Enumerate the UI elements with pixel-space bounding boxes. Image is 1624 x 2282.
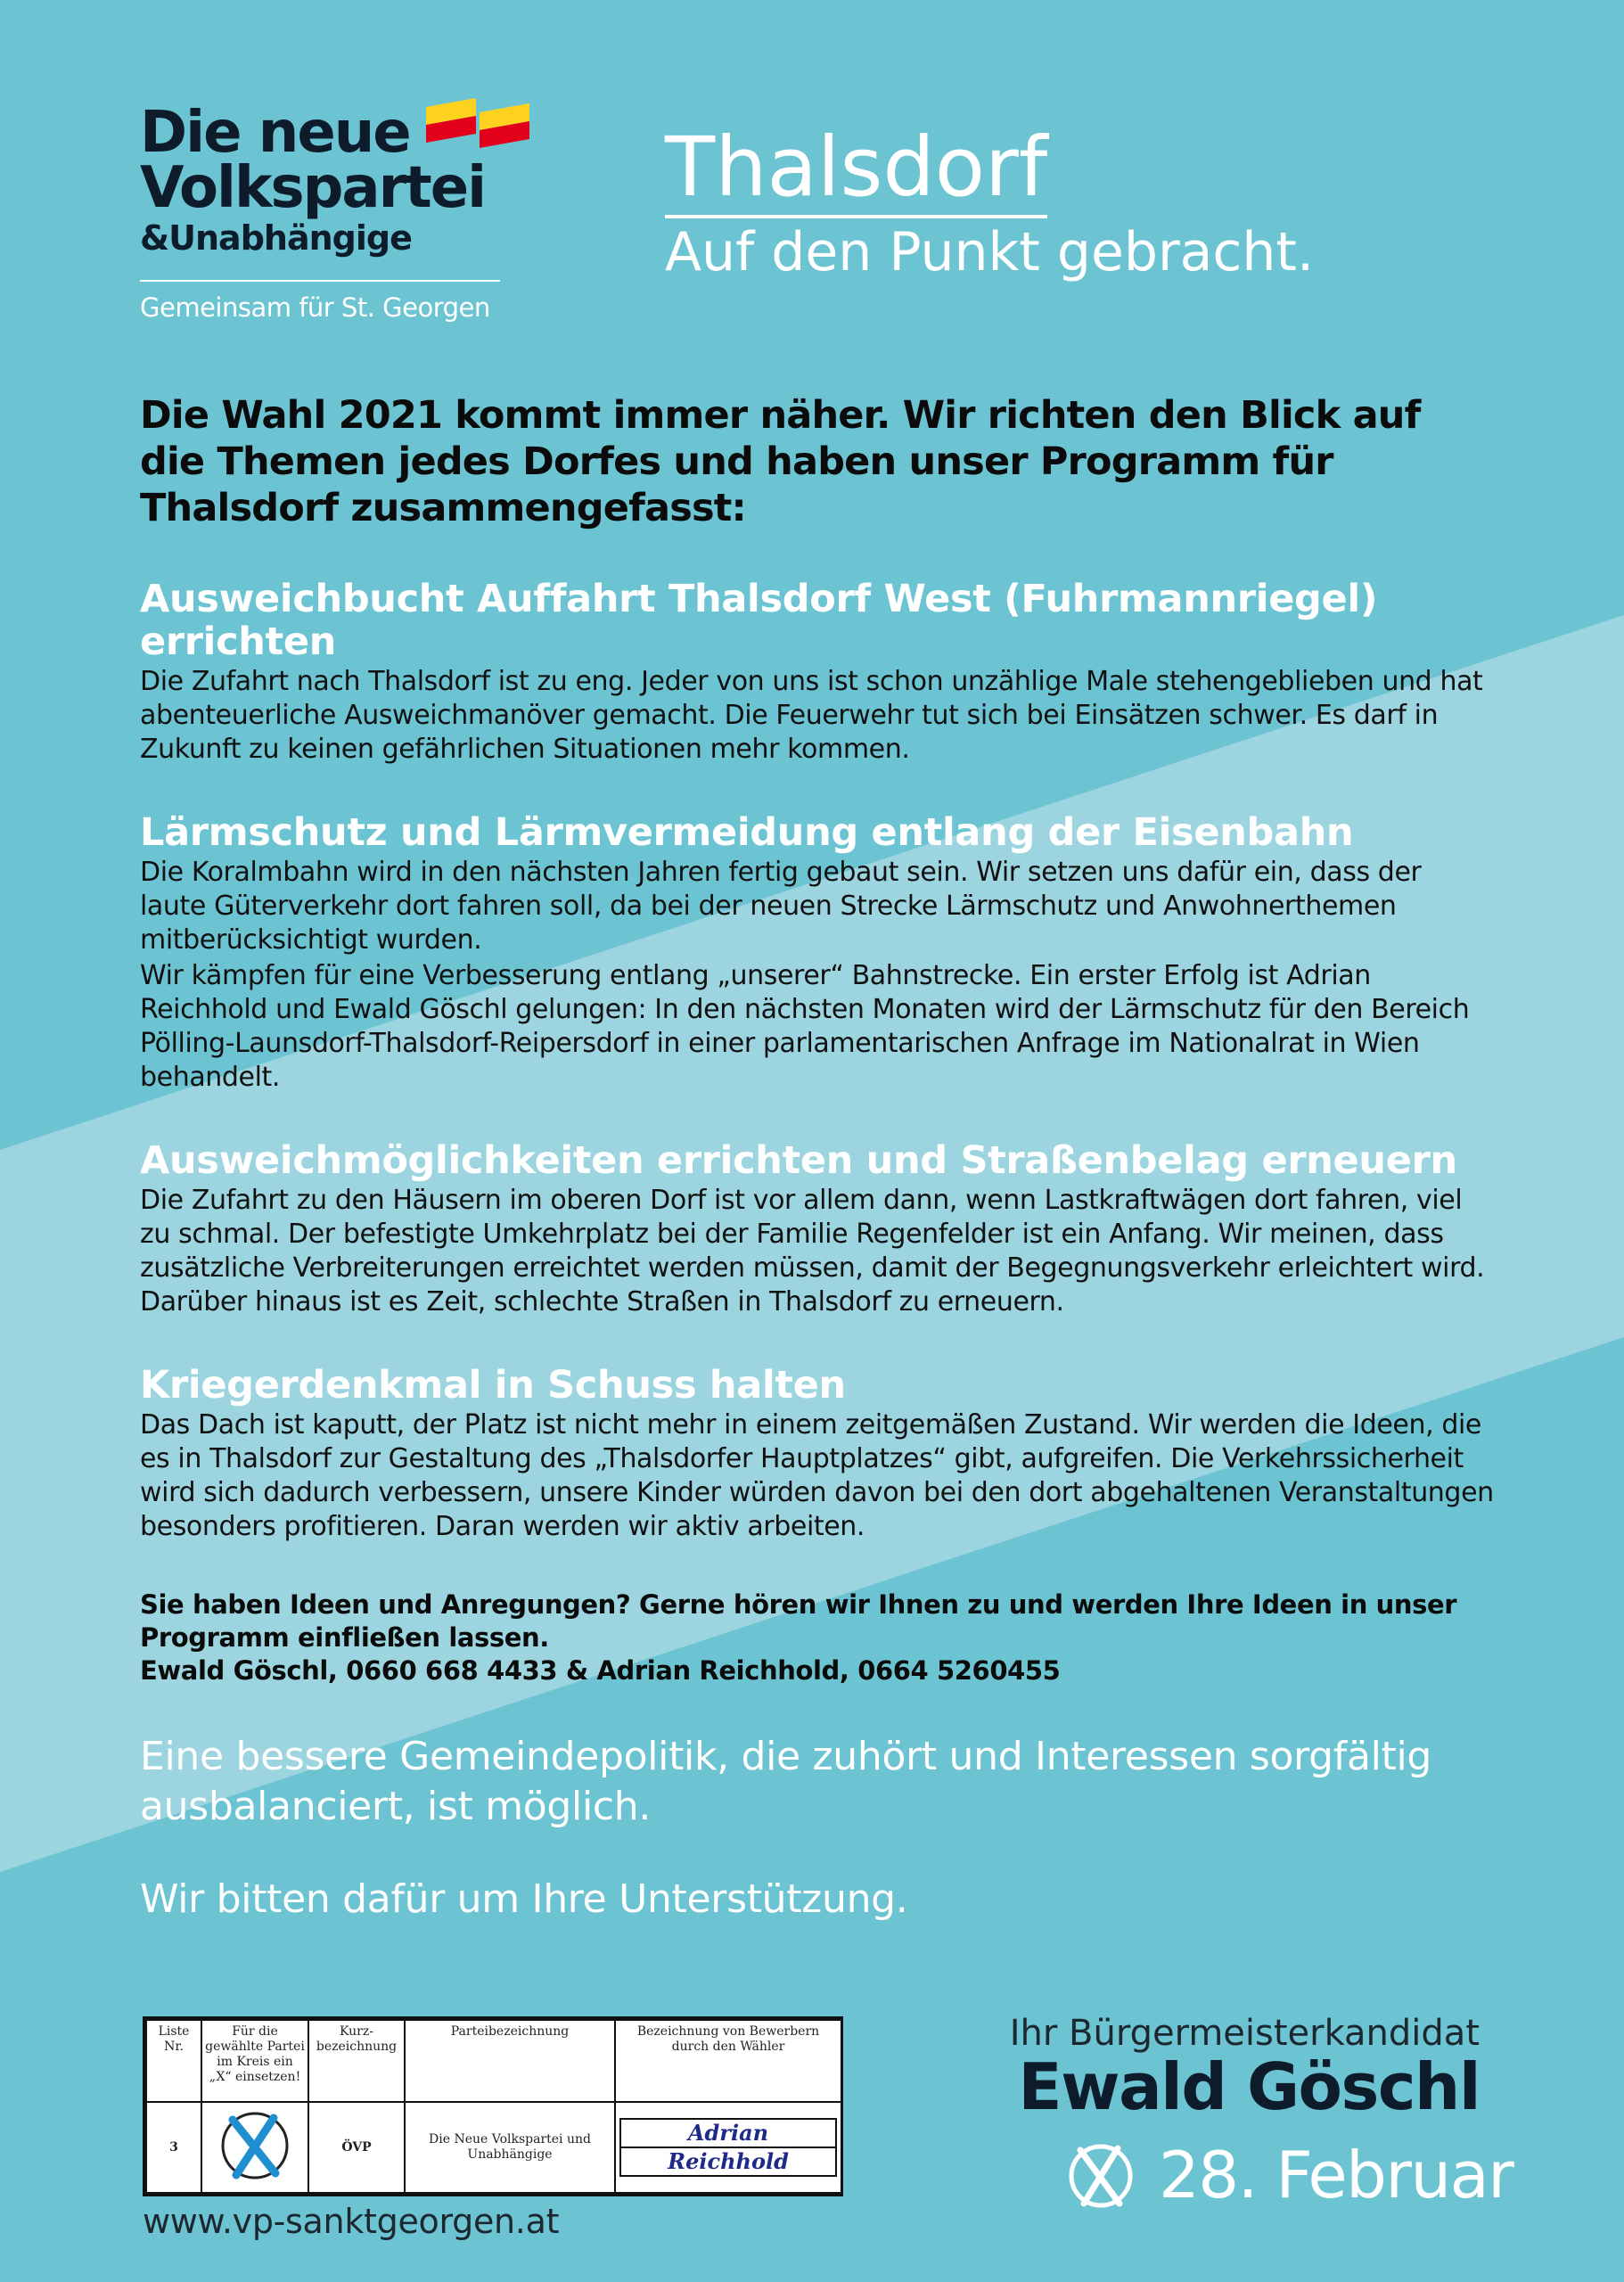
ballot-header-short-name: Kurz-bezeichnung — [308, 2020, 405, 2102]
main-content — [140, 392, 1495, 1967]
section-paragraph: Wir kämpfen für eine Verbesserung entlang „unserer“ Bahnstrecke. Ein erster Erfolg ist Adrian Reichhold und Ewald Göschl gelungen: In den nächsten Monaten wird der Lärmschutz für den Bereich Pölling-Launsdorf-Thalsdorf-Reipersdorf in einer parlamentarischen Anfrage im Nationalrat in Wien behandelt. — [140, 960, 1470, 1093]
ballot-header-list-no: Liste Nr. — [146, 2020, 201, 2102]
logo-line-3: &Unabhängige — [140, 218, 412, 258]
section-heading: Kriegerdenkmal in Schuss halten — [140, 1363, 846, 1408]
ballot-header-row — [146, 2020, 841, 2102]
closing-statement: Eine bessere Gemeindepolitik, die zuhört und Interessen sorgfältig ausbalanciert, ist möglich. — [140, 1734, 1432, 1829]
ballot-candidate-last-name: Reichhold — [619, 2148, 837, 2177]
ballot-cross-icon — [1066, 2141, 1136, 2211]
ballot-candidate-first-name: Adrian — [619, 2118, 837, 2148]
section-strassenbelag — [140, 1139, 1495, 1319]
candidate-name: Ewald Göschl — [1018, 2049, 1480, 2124]
logo-line-1: Die neue — [140, 100, 410, 166]
ballot-candidate-cell — [615, 2102, 841, 2193]
page-title: Thalsdorf — [665, 123, 1047, 212]
ballot-header-candidate: Bezeichnung von Bewerbern durch den Wähler — [615, 2020, 841, 2102]
ballot-list-number: 3 — [146, 2102, 201, 2193]
website-link[interactable]: www.vp-sanktgeorgen.at — [143, 2202, 560, 2241]
ballot-short-name: ÖVP — [308, 2102, 405, 2193]
section-kriegerdenkmal — [140, 1364, 1495, 1544]
section-paragraph: Die Koralmbahn wird in den nächsten Jahren fertig gebaut sein. Wir setzen uns dafür ein, dass der laute Güterverkehr dort fahren soll, da bei der neuen Strecke Lärmschutz und Anwohnerthemen mitberücksichtigt wurden. — [140, 857, 1422, 956]
ballot-table — [145, 2019, 842, 2194]
contact-phones: Ewald Göschl, 0660 668 4433 & Adrian Reichhold, 0664 5260455 — [140, 1655, 1061, 1686]
logo-line-2: Volkspartei — [140, 155, 486, 221]
section-paragraph: Die Zufahrt zu den Häusern im oberen Dorf ist vor allem dann, wenn Lastkraftwägen dort fahren, viel zu schmal. Der befestigte Umkehrplatz bei der Familie Regenfelder ist ein Anfang. Wir meinen, dass zusätzliche Verbreiterungen erreichtet werden müssen, damit der Begegnungsverkehr erleichtert wird. Darüber hinaus ist es Zeit, schlechte Straßen in Thalsdorf zu erneuern. — [140, 1185, 1485, 1317]
contact-block — [140, 1588, 1495, 1687]
contact-invite: Sie haben Ideen und Anregungen? Gerne hören wir Ihnen zu und werden Ihre Ideen in unser Programm einfließen lassen. — [140, 1589, 1457, 1653]
logo-tagline: Gemeinsam für St. Georgen — [140, 292, 490, 323]
ballot-party-row — [146, 2102, 841, 2193]
section-heading: Ausweichbucht Auffahrt Thalsdorf West (Fuhrmannriegel) errichten — [140, 577, 1378, 664]
section-heading: Ausweichmöglichkeiten errichten und Straßenbelag erneuern — [140, 1138, 1457, 1183]
ballot-header-party-name: Parteibezeichnung — [405, 2020, 615, 2102]
intro-text: Die Wahl 2021 kommt immer näher. Wir richten den Blick auf die Themen jedes Dorfes und haben unser Programm für Thalsdorf zusammengefasst: — [140, 393, 1421, 530]
ballot-party-name: Die Neue Volkspartei und Unabhängige — [405, 2102, 615, 2193]
section-paragraph: Die Zufahrt nach Thalsdorf ist zu eng. Jeder von uns ist schon unzählige Male stehengeblieben und hat abenteuerliche Ausweichmanöver gemacht. Die Feuerwehr tut sich bei Einsätzen schwer. Es darf in Zukunft zu keinen gefährlichen Situationen mehr kommen. — [140, 666, 1483, 765]
ballot-circle-x-icon — [217, 2107, 293, 2184]
ballot-sample — [143, 2016, 843, 2196]
ballot-header-choice: Für die gewählte Partei im Kreis ein „X“ einsetzen! — [201, 2020, 308, 2102]
candidate-label: Ihr Bürgermeisterkandidat — [1009, 2013, 1480, 2054]
closing-appeal: Wir bitten dafür um Ihre Unterstützung. — [140, 1876, 908, 1922]
page-subtitle: Auf den Punkt gebracht. — [665, 221, 1315, 283]
section-laermschutz — [140, 811, 1495, 1095]
ballot-choice-cell — [201, 2102, 308, 2193]
section-ausweichbucht — [140, 578, 1495, 767]
section-heading: Lärmschutz und Lärmvermeidung entlang der Eisenbahn — [140, 810, 1354, 855]
logo-divider — [140, 280, 500, 282]
election-date: 28. Februar — [1159, 2138, 1513, 2212]
section-paragraph: Das Dach ist kaputt, der Platz ist nicht mehr in einem zeitgemäßen Zustand. Wir werden die Ideen, die es in Thalsdorf zur Gestaltung des „Thalsdorfer Hauptplatzes“ gibt, aufgreifen. Die Verkehrssicherheit wird sich dadurch verbessern, unsere Kinder würden davon bei den dort abgehaltenen Veranstaltungen besonders profitieren. Daran werden wir aktiv arbeiten. — [140, 1409, 1494, 1542]
flag-icon — [426, 96, 533, 173]
